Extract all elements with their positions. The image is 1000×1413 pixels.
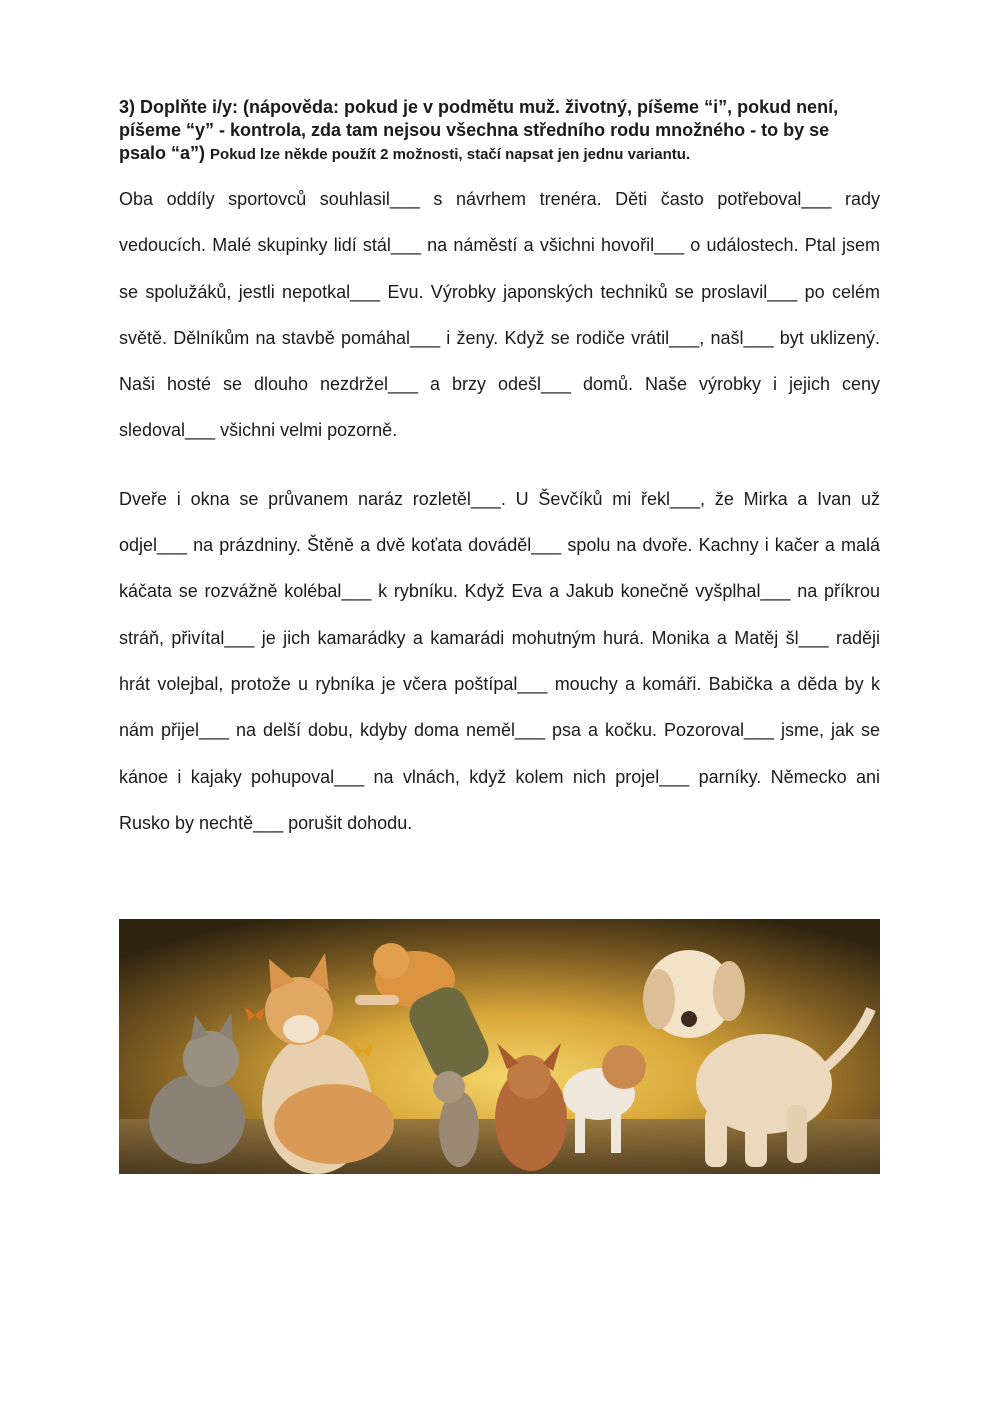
exercise-heading <box>119 96 880 166</box>
cats-and-dogs-photo <box>119 919 880 1174</box>
heading-instructions: 3) Doplňte i/y: (nápověda: pokud je v podmětu muž. životný, píšeme “i”, pokud není, píšeme “y” - kontrola, zda tam nejsou všechna středního rodu množného - to by se psalo “a”) <box>119 97 839 163</box>
photo-illustration-icon <box>119 919 880 1174</box>
exercise-paragraph-1: Oba oddíly sportovců souhlasil___ s návrhem trenéra. Děti často potřeboval___ rady vedoucích. Malé skupinky lidí stál___ na náměstí a všichni hovořil___ o událostech. Ptal jsem se spolužáků, jestli nepotkal___ Evu. Výrobky japonských techniků se proslavil___ po celém světě. Dělníkům na stavbě pomáhal___ i ženy. Když se rodiče vrátil___, našl___ byt uklizený. Naši hosté se dlouho nezdržel___ a brzy odešl___ domů. Naše výrobky i jejich ceny sledoval___ všichni velmi pozorně. <box>119 189 880 441</box>
heading-note: Pokud lze někde použít 2 možnosti, stačí napsat jen jednu variantu. <box>210 146 691 163</box>
worksheet <box>119 96 880 846</box>
exercise-paragraph-2: Dveře i okna se průvanem naráz rozletěl___. U Ševčíků mi řekl___, že Mirka a Ivan už odjel___ na prázdniny. Štěně a dvě koťata dováděl___ spolu na dvoře. Kachny i kačer a malá káčata se rozvážně kolébal___ k rybníku. Když Eva a Jakub konečně vyšplhal___ na příkrou stráň, přivítal___ je jich kamarádky a kamarádi mohutným hurá. Monika a Matěj šl___ raději hrát volejbal, protože u rybníka je včera poštípal___ mouchy a komáři. Babička a děda by k nám přijel___ na delší dobu, kdyby doma neměl___ psa a kočku. Pozoroval___ jsme, jak se kánoe i kajaky pohupoval___ na vlnách, když kolem nich projel___ parníky. Německo ani Rusko by nechtě___ porušit dohodu. <box>119 488 880 833</box>
